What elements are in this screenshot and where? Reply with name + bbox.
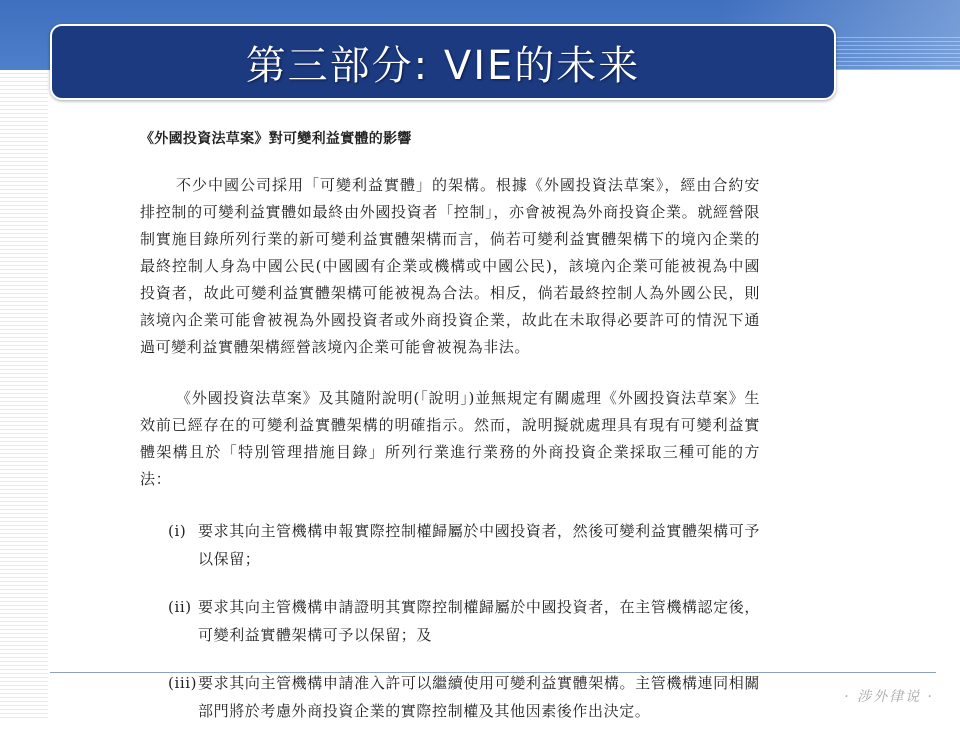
- option-number: (ii): [168, 598, 192, 616]
- document-heading: 《外國投資法草案》對可變利益實體的影響: [140, 131, 412, 147]
- title-banner: [50, 24, 836, 100]
- option-number: (iii): [168, 674, 198, 692]
- paragraph: 《外國投資法草案》及其隨附說明(「說明」)並無規定有關處理《外國投資法草案》生效前已經存在的可變利益實體架構的明確指示。然而，說明擬就處理具有現有可變利益實體架構且於「特別管理措施目錄」所列行業進行業務的外商投資企業採取三種可能的方法：: [140, 389, 760, 488]
- option-item: [140, 517, 760, 573]
- option-number: (i): [168, 522, 187, 540]
- option-text: 要求其向主管機構申請准入許可以繼續使用可變利益實體架構。主管機構連同相關部門將於考慮外商投資企業的實際控制權及其他因素後作出決定。: [198, 674, 760, 720]
- option-text: 要求其向主管機構申請證明其實際控制權歸屬於中國投資者，在主管機構認定後，可變利益實體架構可予以保留；及: [198, 598, 760, 644]
- footer-divider: [50, 672, 936, 673]
- footer-watermark: · 涉外律说 ·: [844, 689, 934, 705]
- option-item: [140, 593, 760, 649]
- paragraph: 不少中國公司採用「可變利益實體」的架構。根據《外國投資法草案》，經由合約安排控制的可變利益實體如最終由外國投資者「控制」，亦會被視為外商投資企業。就經營限制實施目錄所列行業的新可變利益實體架構而言，倘若可變利益實體架構下的境內企業的最終控制人身為中國公民(中國國有企業或機構或中國公民)，該境內企業可能被視為中國投資者，故此可變利益實體架構可能被視為合法。相反，倘若最終控制人為外國公民，則該境內企業可能會被視為外國投資者或外商投資企業，故此在未取得必要許可的情況下通過可變利益實體架構經營該境內企業可能會被視為非法。: [140, 176, 760, 356]
- document-excerpt: [140, 128, 760, 745]
- side-decoration: [0, 70, 48, 720]
- option-item: [140, 669, 760, 725]
- slide-title: 第三部分: VIE的未来: [245, 42, 641, 89]
- header-decoration: [830, 34, 960, 70]
- option-text: 要求其向主管機構申報實際控制權歸屬於中國投資者，然後可變利益實體架構可予以保留；: [198, 522, 760, 568]
